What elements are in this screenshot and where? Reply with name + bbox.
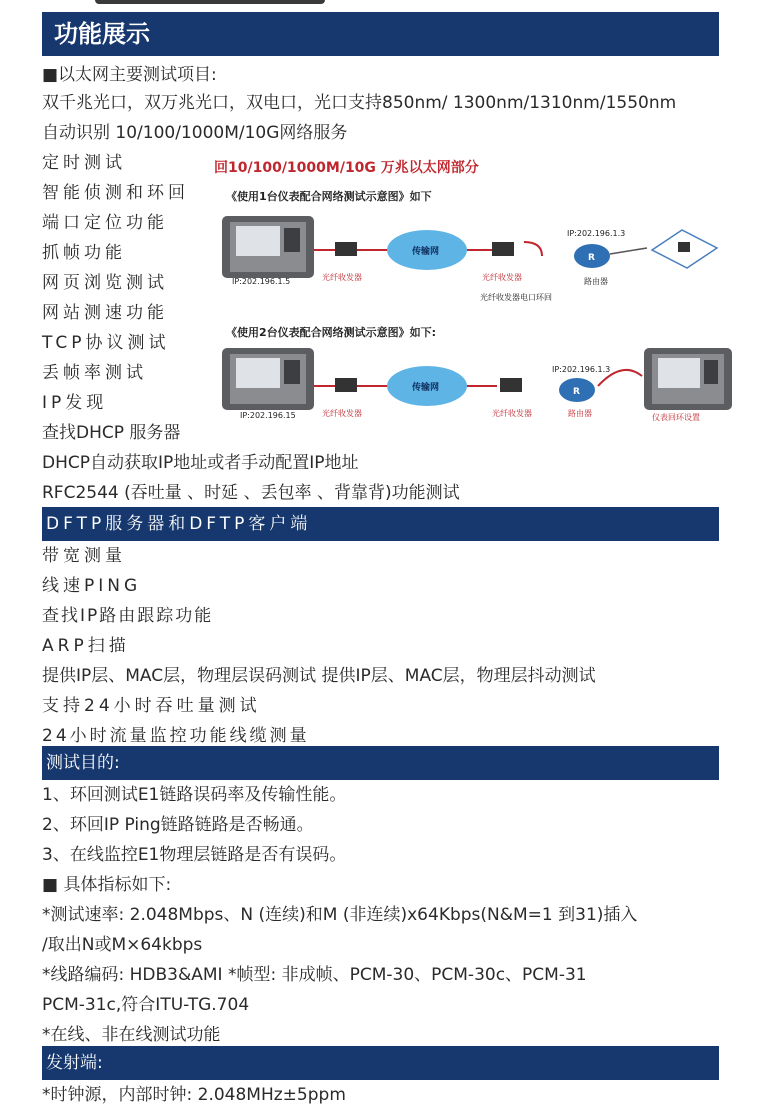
router-letter: R [588, 253, 595, 263]
feature-item: 端口定位功能 [42, 213, 168, 233]
spec-item: *在线、非在线测试功能 [42, 1025, 221, 1045]
transmit-bar: 发射端: [42, 1046, 719, 1080]
purpose-item: 1、环回测试E1链路误码率及传输性能。 [42, 785, 347, 805]
rfc-test: RFC2544 (吞吐量 、时延 、丢包率 、背靠背)功能测试 [42, 483, 460, 503]
ethernet-auto: 自动识别 10/100/1000M/10G网络服务 [42, 123, 348, 143]
section-title-bar [42, 12, 719, 56]
feature-item: 网站测速功能 [42, 303, 168, 323]
dftp-item: 提供IP层、MAC层，物理层误码测试 提供IP层、MAC层，物理层抖动测试 [42, 666, 596, 686]
purpose-bar: 测试目的: [42, 746, 719, 780]
dftp-item: 查找IP路由跟踪功能 [42, 606, 214, 626]
spec-heading: ■ 具体指标如下: [42, 875, 172, 895]
diagram-subtitle-1: 《使用1台仪表配合网络测试示意图》如下 [226, 190, 432, 203]
dftp-item: ARP扫描 [42, 636, 130, 656]
cloud-label: 传输网 [412, 247, 440, 257]
spec-item: *测试速率: 2.048Mbps、N (连续)和M (非连续)x64Kbps(N&M=1 到31)插入 [42, 905, 638, 925]
purpose-item: 3、在线监控E1物理层链路是否有误码。 [42, 845, 347, 865]
spec-item: PCM-31c,符合ITU-TG.704 [42, 995, 250, 1015]
network-diagram [212, 150, 737, 435]
feature-item: 网页浏览测试 [42, 273, 168, 293]
dhcp-auto: DHCP自动获取IP地址或者手动配置IP地址 [42, 453, 359, 473]
test-meter [222, 348, 314, 410]
transceiver-device [335, 378, 357, 392]
transceiver-device [335, 242, 357, 256]
cloud-label: 传输网 [412, 383, 440, 393]
top-decoration [95, 0, 325, 4]
transceiver-device [500, 378, 522, 392]
feature-item: 定时测试 [42, 153, 126, 173]
loopback-label: 光纤收发器电口环回 [480, 293, 552, 302]
ethernet-heading: ■以太网主要测试项目: [42, 65, 217, 85]
feature-item: IP发现 [42, 393, 108, 413]
ethernet-ports: 双千兆光口，双万兆光口，双电口，光口支持850nm/ 1300nm/1310nm/1550nm [42, 93, 677, 113]
router-letter: R [573, 387, 580, 397]
clock-source: *时钟源，内部时钟: 2.048MHz±5ppm [42, 1085, 346, 1105]
feature-item: 智能侦测和环回 [42, 183, 189, 203]
purpose-item: 2、环回IP Ping链路链路是否畅通。 [42, 815, 314, 835]
dftp-item: 带宽测量 [42, 546, 126, 566]
transceiver-device [492, 242, 514, 256]
ip-label: IP:202.196.1.5 [232, 277, 291, 286]
router-label: 路由器 [568, 409, 592, 418]
dftp-bar: DFTP服务器和DFTP客户端 [42, 507, 719, 541]
feature-item: 抓帧功能 [42, 243, 126, 263]
feature-item: 丢帧率测试 [42, 363, 147, 383]
meter-loop-label: 仪表回环设置 [652, 413, 700, 422]
dhcp-find: 查找DHCP 服务器 [42, 423, 181, 443]
diagram-subtitle-2: 《使用2台仪表配合网络测试示意图》如下: [226, 326, 437, 339]
page-title: 功能展示 [54, 20, 150, 48]
dftp-item: 线速PING [42, 576, 142, 596]
ip-label: IP:202.196.15 [240, 411, 296, 420]
ip-label: IP:202.196.1.3 [567, 229, 626, 238]
feature-item: TCP协议测试 [42, 333, 170, 353]
diagram-title: 回10/100/1000M/10G 万兆以太网部分 [214, 160, 479, 176]
test-meter [222, 216, 314, 278]
transceiver-label: 光纤收发器 [492, 409, 532, 418]
transceiver-label: 光纤收发器 [482, 273, 522, 282]
spec-item: *线路编码: HDB3&AMI *帧型: 非成帧、PCM-30、PCM-30c、PCM-31 [42, 965, 587, 985]
test-meter [644, 348, 732, 410]
spec-item: /取出N或M×64kbps [42, 935, 203, 955]
dftp-item: 支持24小时吞吐量测试 [42, 696, 261, 716]
router-label: 路由器 [584, 277, 608, 286]
ip-label: IP:202.196.1.3 [552, 365, 611, 374]
transceiver-label: 光纤收发器 [322, 409, 362, 418]
transceiver-label: 光纤收发器 [322, 273, 362, 282]
dftp-item: 24小时流量监控功能线缆测量 [42, 726, 310, 746]
